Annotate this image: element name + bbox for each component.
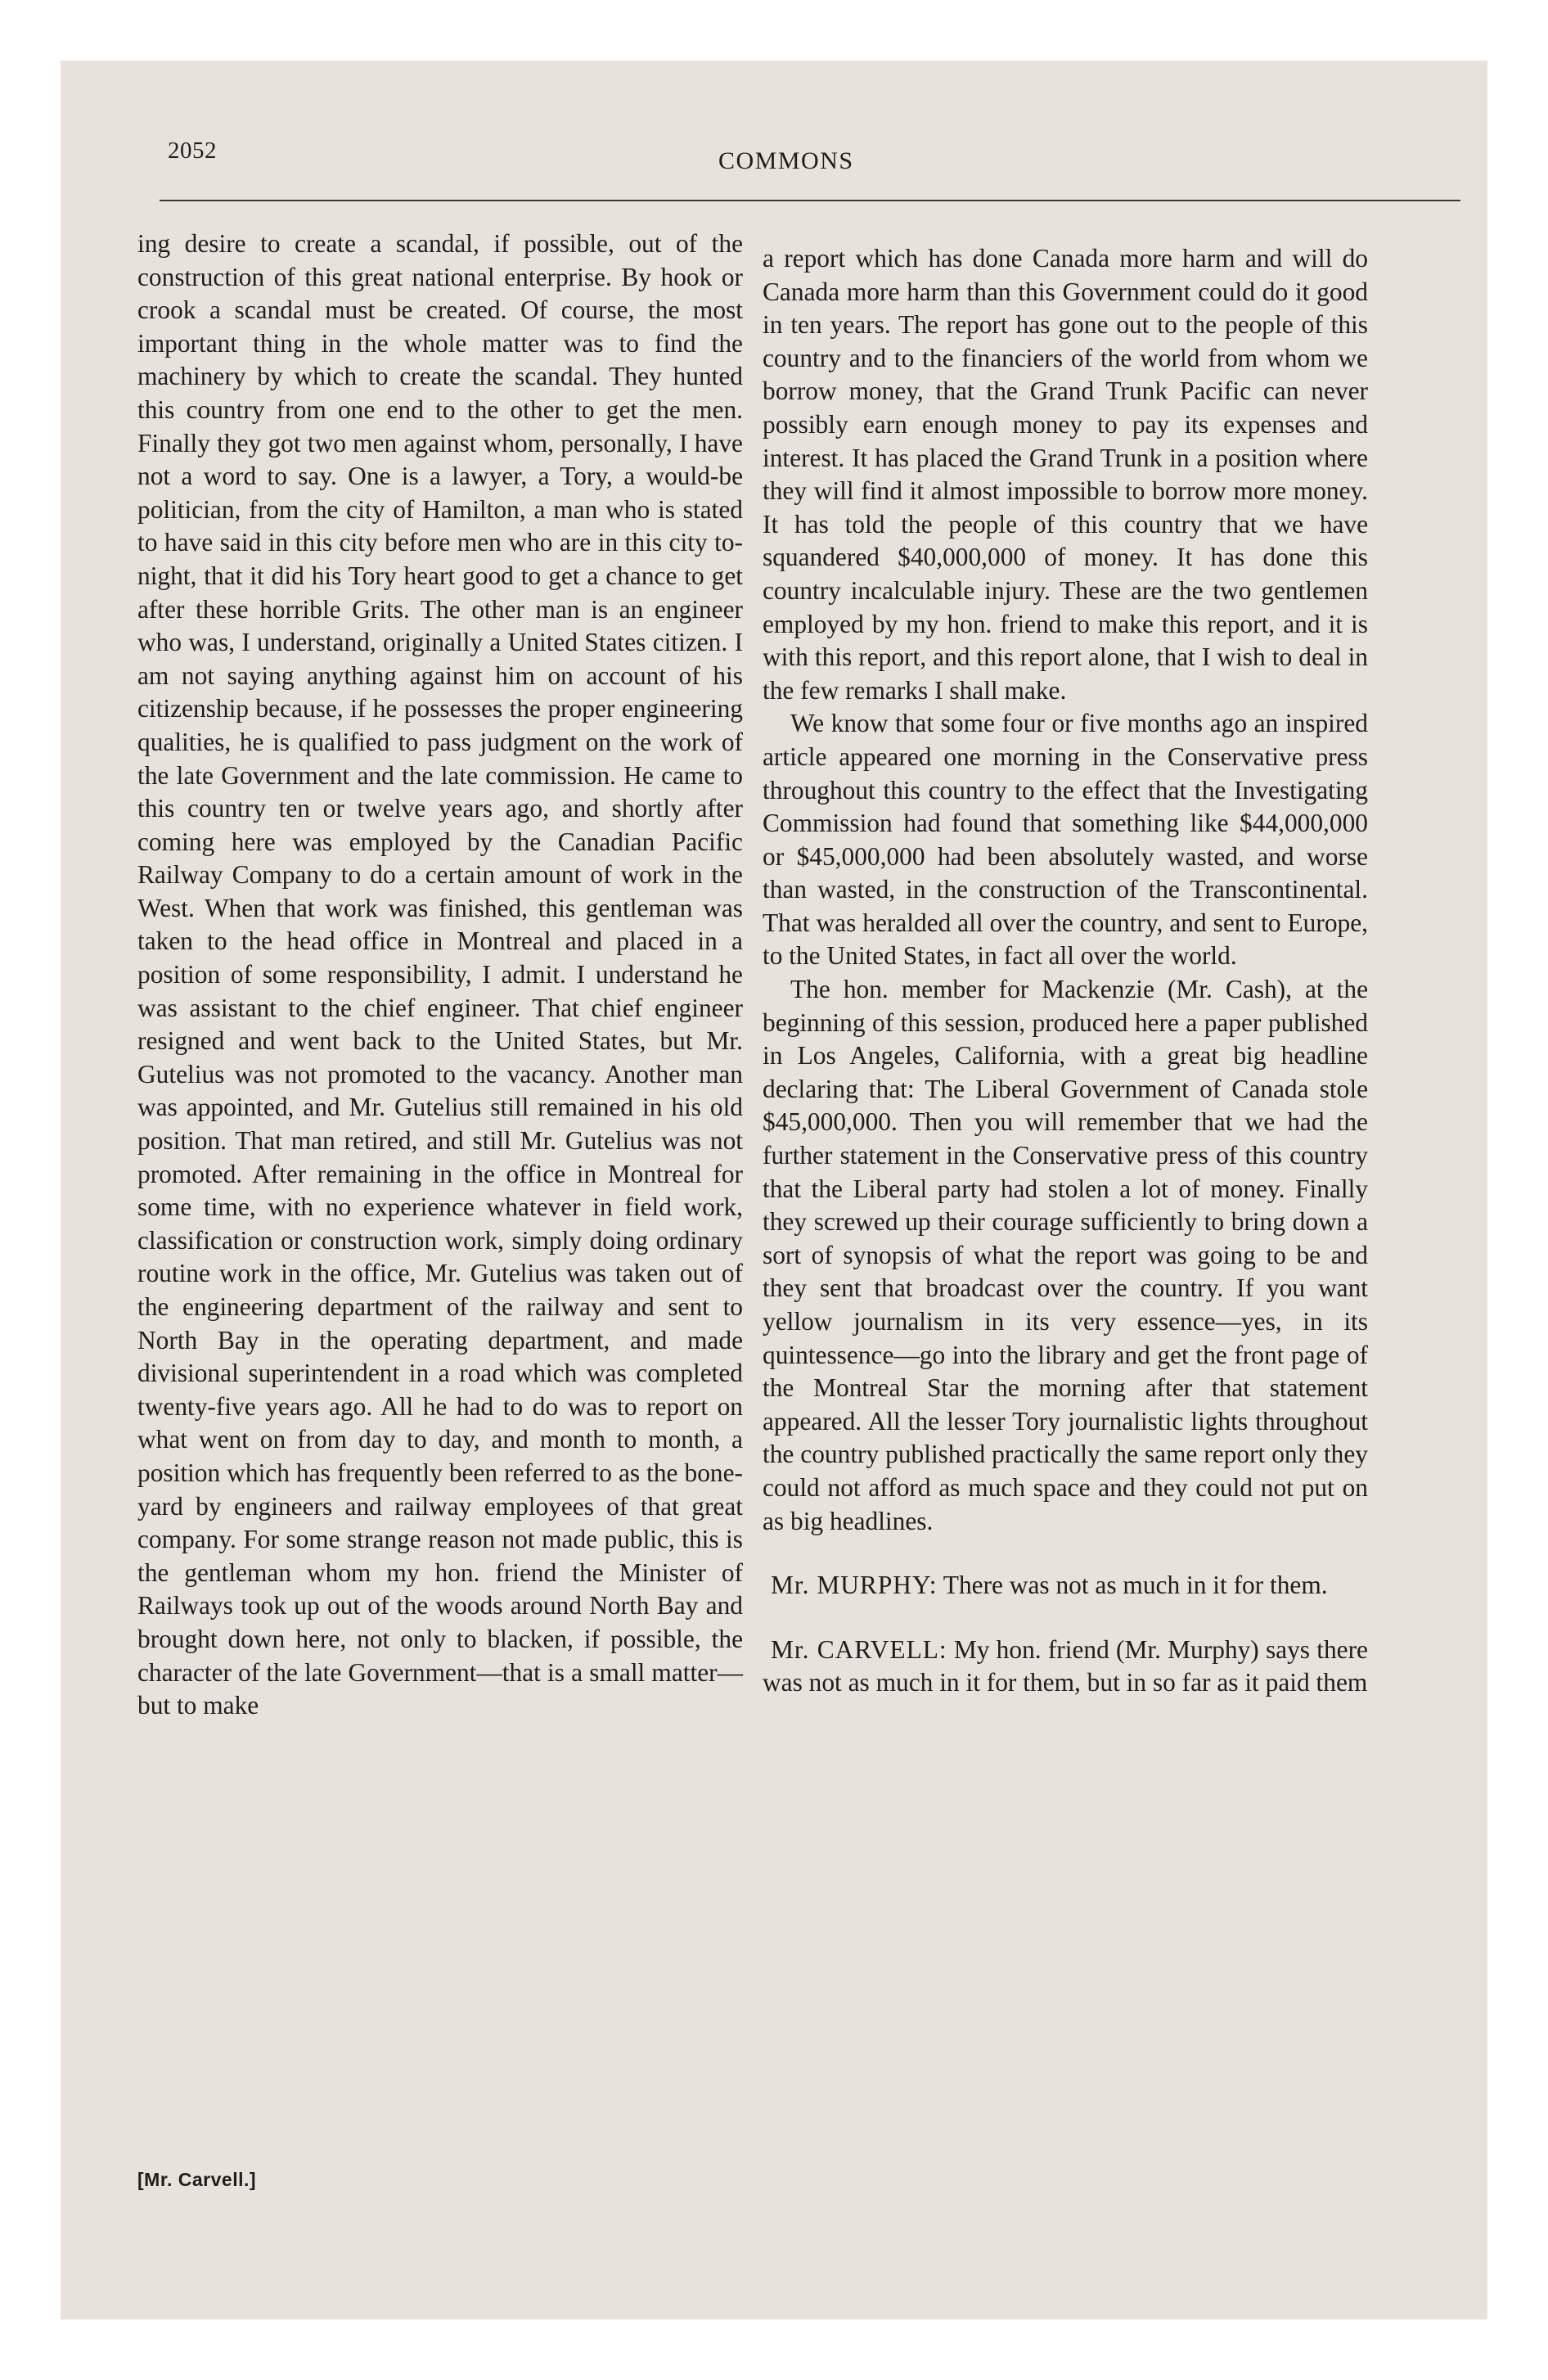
speech-carvell bbox=[763, 1634, 1368, 1700]
paragraph: The hon. member for Mackenzie (Mr. Cash), at the beginning of this session, produced here a paper published in Los Angeles, California, with a great big headline declaring that: The Liberal Government of Canada stole $45,000,000. Then you will remember that we had the further statement in the Conservative press of this country that the Liberal party had stolen a lot of money. Finally they screwed up their courage sufficiently to bring down a sort of synopsis of what the report was going to be and they sent that broadcast over the country. If you want yellow journalism in its very essence—yes, in its quintessence—go into the library and get the front page of the Montreal Star the morning after that statement appeared. All the lesser Tory journalistic lights throughout the country published practically the same report only they could not afford as much space and they could not put on as big headlines. bbox=[763, 975, 1368, 1535]
speaker-name: Mr. MURPHY: bbox=[771, 1571, 938, 1600]
speech-text: There was not as much in it for them. bbox=[943, 1571, 1328, 1600]
header-rule bbox=[160, 200, 1460, 201]
paragraph: We know that some four or five months ago an inspired article appeared one morning in the Conservative press throughout this country to the effect that the Investigating Commission had found that something like $44,000,000 or $45,000,000 had been absolutely wasted, and worse than wasted, in the construction of the Transcontinental. That was heralded all over the country, and sent to Europe, to the United States, in fact all over the world. bbox=[763, 709, 1368, 971]
left-column bbox=[137, 228, 743, 1723]
page-number: 2052 bbox=[168, 137, 217, 164]
speaker-name: Mr. CARVELL: bbox=[771, 1634, 947, 1664]
paragraph: ing desire to create a scandal, if possible, out of the construction of this great national enterprise. By hook or crook a scandal must be created. Of course, the most important thing in the whole matter was to find the machinery by which to create the scandal. They hunted this country from one end to the other to get the men. Finally they got two men against whom, personally, I have not a word to say. One is a lawyer, a Tory, a would-be politician, from the city of Hamilton, a man who is stated to have said in this city before men who are in this city to-night, that it did his Tory heart good to get a chance to get after these horrible Grits. The other man is an engineer who was, I understand, originally a United States citizen. I am not saying anything against him on account of his citizenship because, if he possesses the proper engineering qualities, he is qualified to pass judgment on the work of the late Government and the late commission. He came to this country ten or twelve years ago, and shortly after coming here was employed by the Canadian Pacific Railway Company to do a certain amount of work in the West. When that work was finished, this gentleman was taken to the head office in Montreal and placed in a position of some responsibility, I admit. I understand he was assistant to the chief engineer. That chief engineer resigned and went back to the United States, but Mr. Gutelius was not promoted to the vacancy. Another man was appointed, and Mr. Gutelius still remained in his old position. That man retired, and still Mr. Gutelius was not promoted. After remaining in the office in Montreal for some time, with no experience whatever in field work, classification or construction work, simply doing ordinary routine work in the office, Mr. Gutelius was taken out of the engineering department of the railway and sent to North Bay in the operating department, and made divisional superintendent in a road which was completed twenty-five years ago. All he had to do was to report on what went on from day to day, and month to month, a position which has frequently been referred to as the bone-yard by engineers and railway employees of that great company. For some strange reason not made public, this is the gentleman whom my hon. friend the Minister of Railways took up out of the woods around North Bay and brought down here, not only to blacken, if possible, the character of the late Government—that is a small matter—but to make bbox=[137, 229, 743, 1720]
speech-text: My hon. friend (Mr. Murphy) says there was not as much in it for them, but in so far as it paid them bbox=[763, 1634, 1368, 1697]
speaker-footer-tag: [Mr. Carvell.] bbox=[137, 2169, 257, 2190]
right-column bbox=[763, 242, 1368, 1700]
speech-murphy bbox=[763, 1569, 1368, 1602]
running-head: COMMONS bbox=[718, 147, 854, 174]
paragraph: a report which has done Canada more harm and will do Canada more harm than this Government could do it good in ten years. The report has gone out to the people of this country and to the financiers of the world from whom we borrow money, that the Grand Trunk Pacific can never possibly earn enough money to pay its expenses and interest. It has placed the Grand Trunk in a position where they will find it almost impossible to borrow more money. It has told the people of this country that we have squandered $40,000,000 of money. It has done this country incalculable injury. These are the two gentlemen employed by my hon. friend to make this report, and it is with this report, and this report alone, that I wish to deal in the few remarks I shall make. bbox=[763, 244, 1368, 705]
